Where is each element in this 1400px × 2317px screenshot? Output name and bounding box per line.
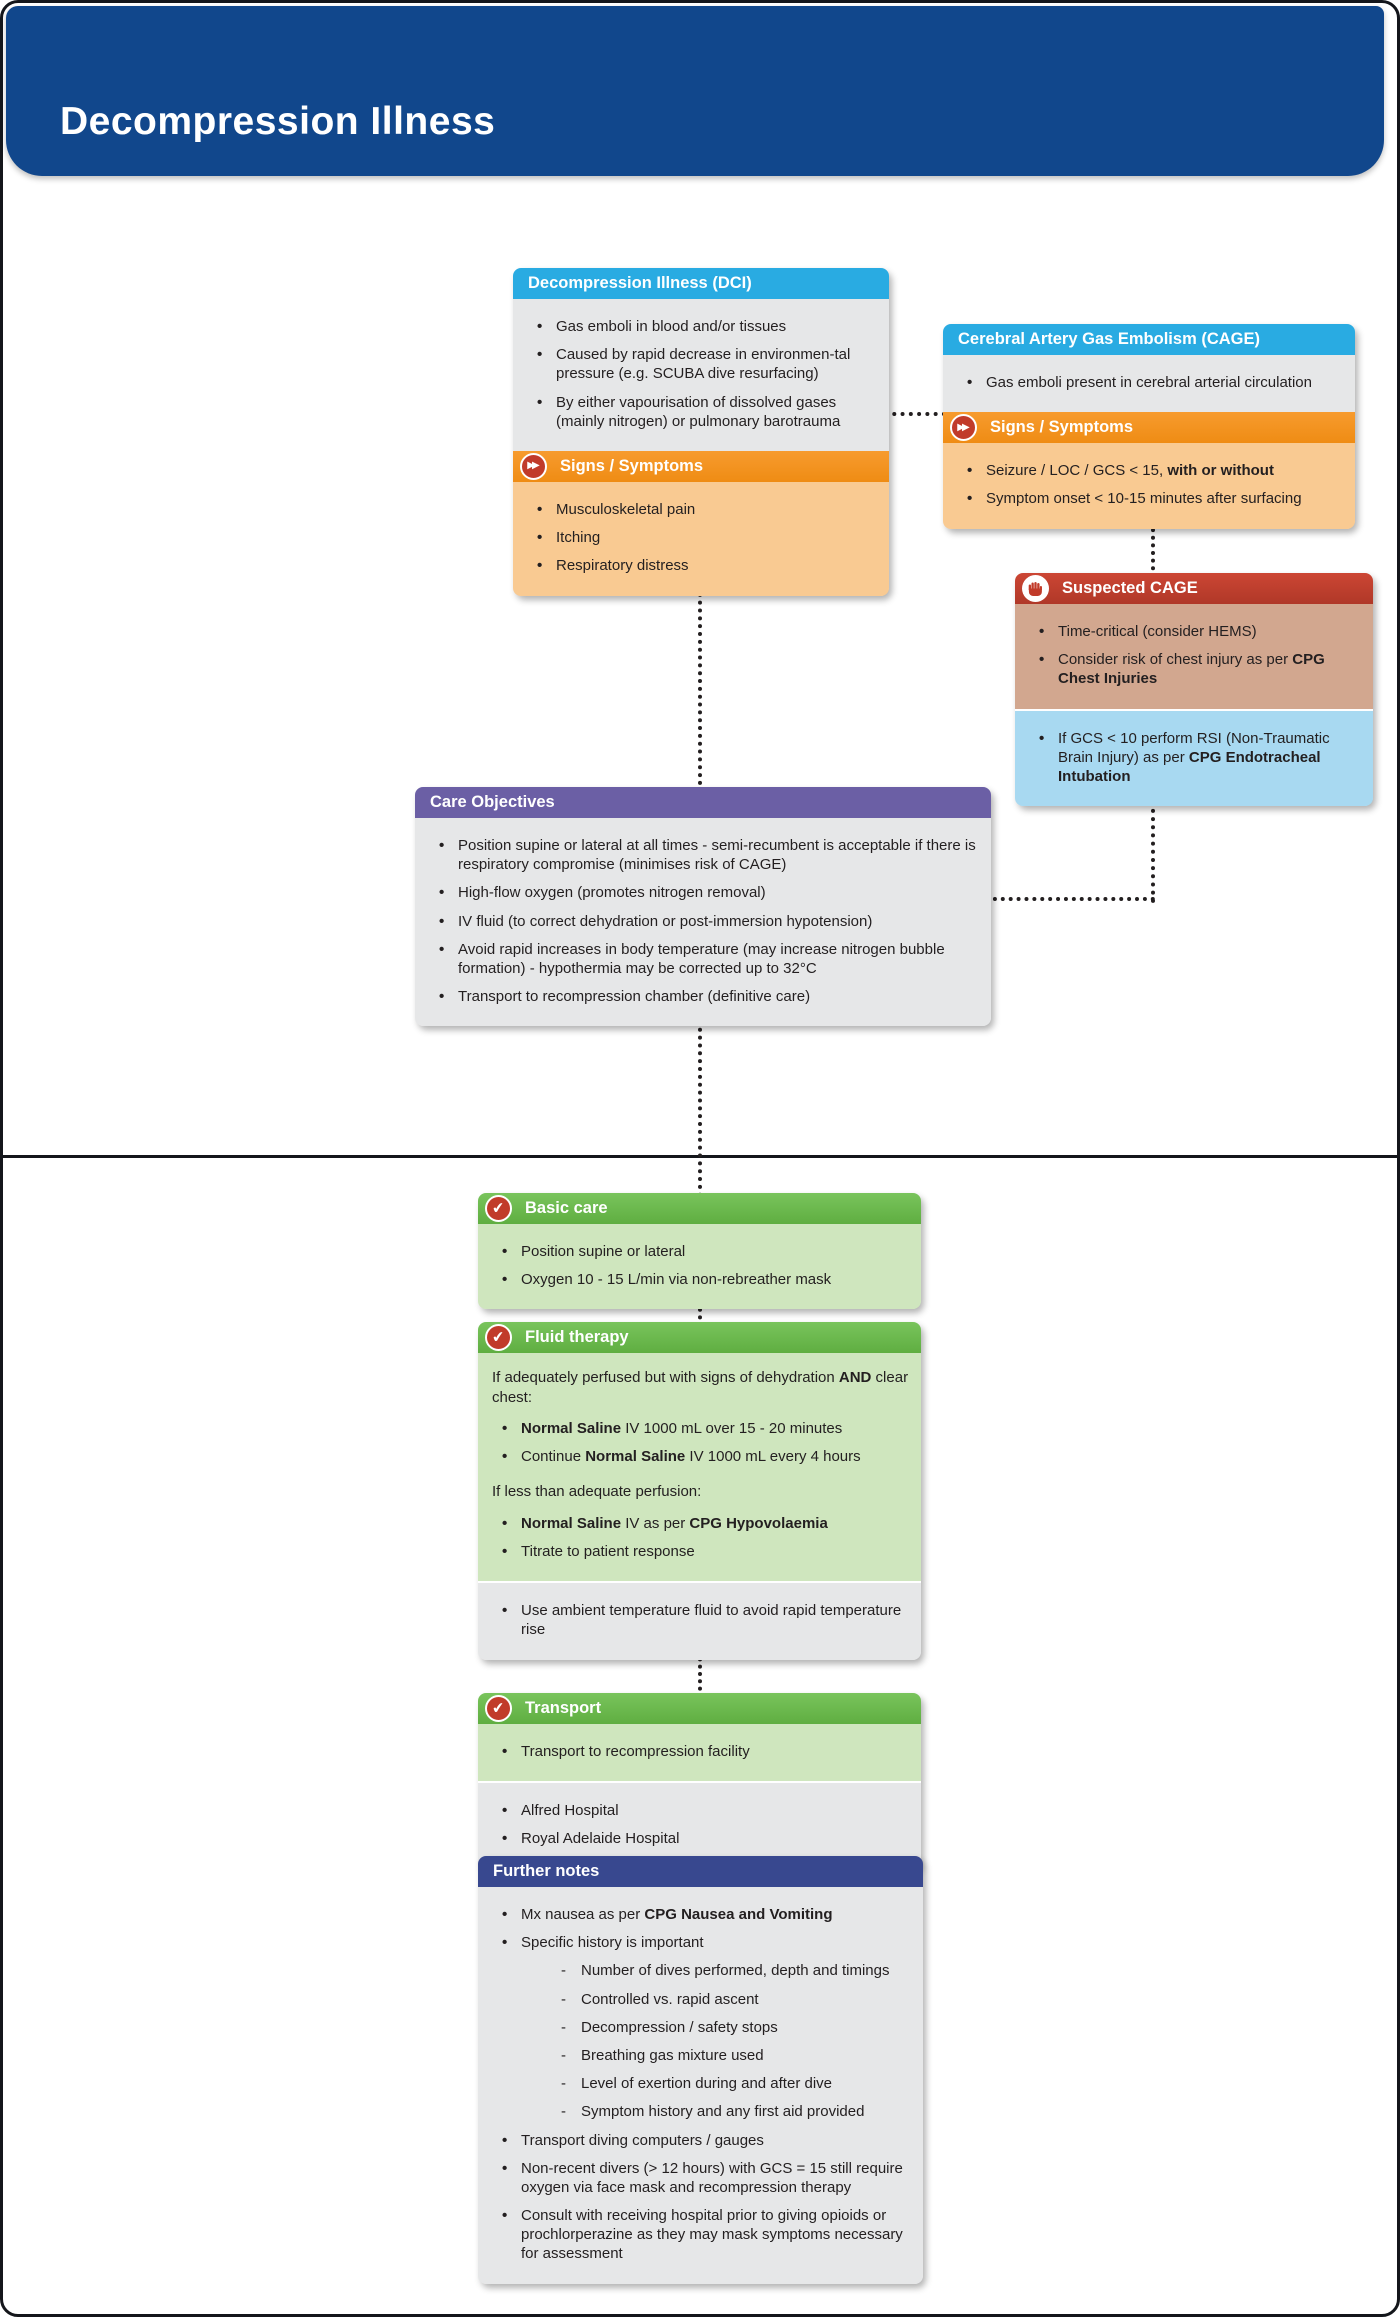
care-objectives-title: Care Objectives bbox=[430, 793, 555, 811]
check-icon: ✔ bbox=[485, 1324, 512, 1351]
text-segment: IV 1000 mL every 4 hours bbox=[685, 1448, 861, 1466]
cage-signs-list bbox=[955, 461, 1345, 508]
text-segment: IV fluid (to correct dehydration or post-immersion hypotension) bbox=[458, 912, 873, 930]
list-item bbox=[535, 500, 877, 519]
cage-box bbox=[943, 324, 1355, 529]
further-notes-section bbox=[478, 1887, 923, 2284]
check-icon: ✔ bbox=[485, 1695, 512, 1722]
cage-signs-section bbox=[943, 443, 1355, 528]
page-title: Decompression Illness bbox=[60, 100, 496, 143]
text-segment: Respiratory distress bbox=[556, 557, 689, 575]
dci-signs-list bbox=[525, 500, 879, 576]
list-item bbox=[437, 940, 979, 978]
fluid-therapy-intro-perfusion: If less than adequate perfusion: bbox=[492, 1483, 702, 1501]
text-segment: Time-critical (consider HEMS) bbox=[1058, 623, 1257, 640]
cage-header bbox=[943, 324, 1355, 355]
text-segment: Transport diving computers / gauges bbox=[521, 2131, 764, 2149]
text-segment: Normal Saline bbox=[585, 1448, 686, 1466]
text-segment: Position supine or lateral bbox=[521, 1243, 686, 1260]
suspected-cage-title: Suspected CAGE bbox=[1062, 579, 1198, 597]
cage-signs-title: Signs / Symptoms bbox=[990, 418, 1134, 437]
dci-bullet-list bbox=[525, 317, 879, 431]
text-segment: Mx nausea as per bbox=[521, 1906, 645, 1923]
dci-signs-header bbox=[513, 451, 889, 482]
text-segment: Consult with receiving hospital prior to giving opioids or prochlorperazine as they may mask symptoms necessary for assessment bbox=[521, 2207, 903, 2263]
suspected-cage-actions-section bbox=[1015, 604, 1373, 709]
suspected-cage-airway-section bbox=[1015, 709, 1373, 807]
transport-list bbox=[490, 1742, 911, 1761]
list-item bbox=[500, 1514, 909, 1533]
list-item bbox=[437, 883, 979, 902]
fast-forward-icon: ▶▶ bbox=[520, 453, 547, 480]
list-item bbox=[535, 556, 877, 575]
text-segment: Oxygen 10 - 15 L/min via non-rebreather mask bbox=[521, 1271, 832, 1289]
fluid-therapy-note-section bbox=[478, 1581, 921, 1659]
text-segment: clear chest: bbox=[492, 1369, 909, 1406]
list-item bbox=[535, 345, 877, 383]
text-segment: Normal Saline bbox=[521, 1514, 622, 1532]
text-segment: Gas emboli present in cerebral arterial circulation bbox=[986, 374, 1312, 391]
text-segment: If GCS < 10 perform RSI (Non-Traumatic Brain Injury) as per bbox=[1058, 729, 1330, 766]
transport-header bbox=[478, 1693, 921, 1724]
text-segment: Titrate to patient response bbox=[521, 1543, 695, 1561]
sub-list-item bbox=[561, 1990, 911, 2009]
dci-signs-title: Signs / Symptoms bbox=[560, 456, 704, 475]
text-segment: IV 1000 mL over 15 - 20 minutes bbox=[621, 1420, 843, 1437]
fluid-therapy-box bbox=[478, 1322, 921, 1660]
sub-list bbox=[561, 1961, 911, 2121]
transport-box bbox=[478, 1693, 921, 1869]
list-item bbox=[500, 1447, 909, 1466]
text-segment: Symptom onset < 10-15 minutes after surfacing bbox=[986, 490, 1302, 508]
text-segment: Specific history is important bbox=[521, 1934, 704, 1952]
text-segment: AND bbox=[838, 1369, 872, 1386]
dci-description-section bbox=[513, 299, 889, 451]
list-item bbox=[965, 373, 1343, 392]
text-segment: Transport to recompression chamber (definitive care) bbox=[458, 988, 811, 1006]
cage-bullet-list bbox=[955, 373, 1345, 392]
cage-description-section bbox=[943, 355, 1355, 412]
text-segment: with or without bbox=[1167, 462, 1274, 480]
care-objectives-list bbox=[427, 836, 981, 1006]
fluid-therapy-title: Fluid therapy bbox=[525, 1328, 629, 1346]
text-segment: CPG Chest Injuries bbox=[1058, 651, 1325, 688]
list-item bbox=[500, 1270, 909, 1289]
text-segment: Avoid rapid increases in body temperature (may increase nitrogen bubble formation) - hypothermia may be corrected up to 32°C bbox=[458, 940, 945, 977]
basic-care-title: Basic care bbox=[525, 1199, 608, 1217]
care-objectives-section bbox=[415, 818, 991, 1026]
text-segment: By either vapourisation of dissolved gases (mainly nitrogen) or pulmonary barotrauma bbox=[556, 393, 841, 430]
text-segment: Caused by rapid decrease in environmen-tal pressure (e.g. SCUBA dive resurfacing) bbox=[556, 346, 851, 383]
list-item bbox=[1037, 729, 1361, 787]
text-segment: Transport to recompression facility bbox=[521, 1743, 750, 1760]
further-notes-box bbox=[478, 1856, 923, 2284]
list-item bbox=[500, 1801, 909, 1820]
fluid-therapy-dehydration-list bbox=[490, 1419, 911, 1466]
list-item bbox=[500, 1242, 909, 1261]
list-item bbox=[965, 489, 1343, 508]
sub-list-item bbox=[561, 1961, 911, 1980]
suspected-cage-box bbox=[1015, 573, 1373, 806]
check-icon: ✔ bbox=[485, 1195, 512, 1222]
dci-box bbox=[513, 268, 889, 596]
list-item bbox=[1037, 650, 1361, 688]
dci-title: Decompression Illness (DCI) bbox=[528, 274, 752, 292]
fluid-therapy-section bbox=[478, 1353, 921, 1581]
basic-care-list bbox=[490, 1242, 911, 1289]
text-segment: Gas emboli in blood and/or tissues bbox=[556, 318, 787, 335]
text-segment: Controlled vs. rapid ascent bbox=[581, 1990, 759, 2008]
dci-header bbox=[513, 268, 889, 299]
list-item bbox=[437, 912, 979, 931]
list-item bbox=[500, 2131, 911, 2150]
suspected-cage-airway-list bbox=[1027, 729, 1363, 787]
transport-hospitals-list bbox=[490, 1801, 911, 1848]
list-item bbox=[535, 528, 877, 547]
further-notes-title: Further notes bbox=[493, 1862, 600, 1880]
dci-signs-section bbox=[513, 482, 889, 596]
fluid-therapy-header bbox=[478, 1322, 921, 1353]
sub-list-item bbox=[561, 2046, 911, 2065]
connector-dci-to-cage bbox=[884, 412, 946, 416]
stop-hand-icon bbox=[1022, 575, 1049, 602]
text-segment: Alfred Hospital bbox=[521, 1802, 619, 1820]
list-item bbox=[500, 1601, 909, 1639]
list-item bbox=[500, 1542, 909, 1561]
sub-list-item bbox=[561, 2074, 911, 2093]
fast-forward-icon: ▶▶ bbox=[950, 414, 977, 441]
list-item bbox=[535, 393, 877, 431]
list-item bbox=[437, 987, 979, 1006]
list-item bbox=[1037, 622, 1361, 641]
text-segment: CPG Nausea and Vomiting bbox=[644, 1906, 833, 1923]
list-item bbox=[500, 1419, 909, 1438]
list-item bbox=[500, 2159, 911, 2197]
list-item bbox=[500, 1905, 911, 1924]
text-segment: Continue bbox=[521, 1448, 586, 1466]
text-segment: IV as per bbox=[621, 1514, 690, 1532]
text-segment: CPG Endotracheal Intubation bbox=[1058, 748, 1321, 785]
further-notes-header bbox=[478, 1856, 923, 1887]
text-segment: High-flow oxygen (promotes nitrogen removal) bbox=[458, 884, 766, 902]
text-segment: Use ambient temperature fluid to avoid rapid temperature rise bbox=[521, 1602, 902, 1639]
list-item bbox=[535, 317, 877, 336]
text-segment: Position supine or lateral at all times - semi-recumbent is acceptable if there is respiratory compromise (minimises risk of CAGE) bbox=[458, 837, 976, 874]
text-segment: Breathing gas mixture used bbox=[581, 2046, 764, 2064]
sub-list-item bbox=[561, 2018, 911, 2037]
fluid-therapy-perfusion-list bbox=[490, 1514, 911, 1561]
sub-list-item bbox=[561, 2102, 911, 2121]
fluid-therapy-intro-dehydration bbox=[490, 1368, 911, 1407]
list-item bbox=[500, 1933, 911, 2121]
connector-dci-to-care-objectives bbox=[698, 585, 702, 793]
basic-care-box bbox=[478, 1193, 921, 1309]
text-segment: Number of dives performed, depth and timings bbox=[581, 1962, 890, 1980]
connector-care-objectives-to-basic-care bbox=[698, 1012, 702, 1197]
text-segment: Symptom history and any first aid provided bbox=[581, 2103, 865, 2121]
text-segment: Itching bbox=[556, 529, 601, 547]
cage-title: Cerebral Artery Gas Embolism (CAGE) bbox=[958, 330, 1260, 348]
text-segment: If adequately perfused but with signs of dehydration bbox=[492, 1369, 839, 1386]
text-segment: Musculoskeletal pain bbox=[556, 500, 696, 518]
text-segment: Level of exertion during and after dive bbox=[581, 2075, 832, 2093]
care-objectives-box bbox=[415, 787, 991, 1026]
text-segment: Royal Adelaide Hospital bbox=[521, 1830, 680, 1848]
page-header-banner bbox=[6, 6, 1384, 176]
transport-title: Transport bbox=[525, 1699, 602, 1717]
text-segment: Non-recent divers (> 12 hours) with GCS = 15 still require oxygen via face mask and recompression therapy bbox=[521, 2159, 903, 2196]
connector-suspected-cage-to-care-objectives bbox=[985, 897, 1155, 901]
text-segment: Seizure / LOC / GCS < 15, bbox=[986, 462, 1168, 480]
text-segment: Normal Saline bbox=[521, 1420, 622, 1437]
text-segment: CPG Hypovolaemia bbox=[689, 1514, 828, 1532]
list-item bbox=[500, 1829, 909, 1848]
suspected-cage-list bbox=[1027, 622, 1363, 689]
list-item bbox=[437, 836, 979, 874]
text-segment: Consider risk of chest injury as per bbox=[1058, 651, 1293, 669]
cage-signs-header bbox=[943, 412, 1355, 443]
list-item bbox=[500, 2206, 911, 2264]
care-objectives-header bbox=[415, 787, 991, 818]
fluid-therapy-note-list bbox=[490, 1601, 911, 1639]
list-item bbox=[500, 1742, 909, 1761]
basic-care-header bbox=[478, 1193, 921, 1224]
transport-section bbox=[478, 1724, 921, 1781]
further-notes-list bbox=[490, 1905, 913, 2264]
basic-care-section bbox=[478, 1224, 921, 1309]
text-segment: Decompression / safety stops bbox=[581, 2018, 778, 2036]
list-item bbox=[965, 461, 1343, 480]
suspected-cage-header bbox=[1015, 573, 1373, 604]
